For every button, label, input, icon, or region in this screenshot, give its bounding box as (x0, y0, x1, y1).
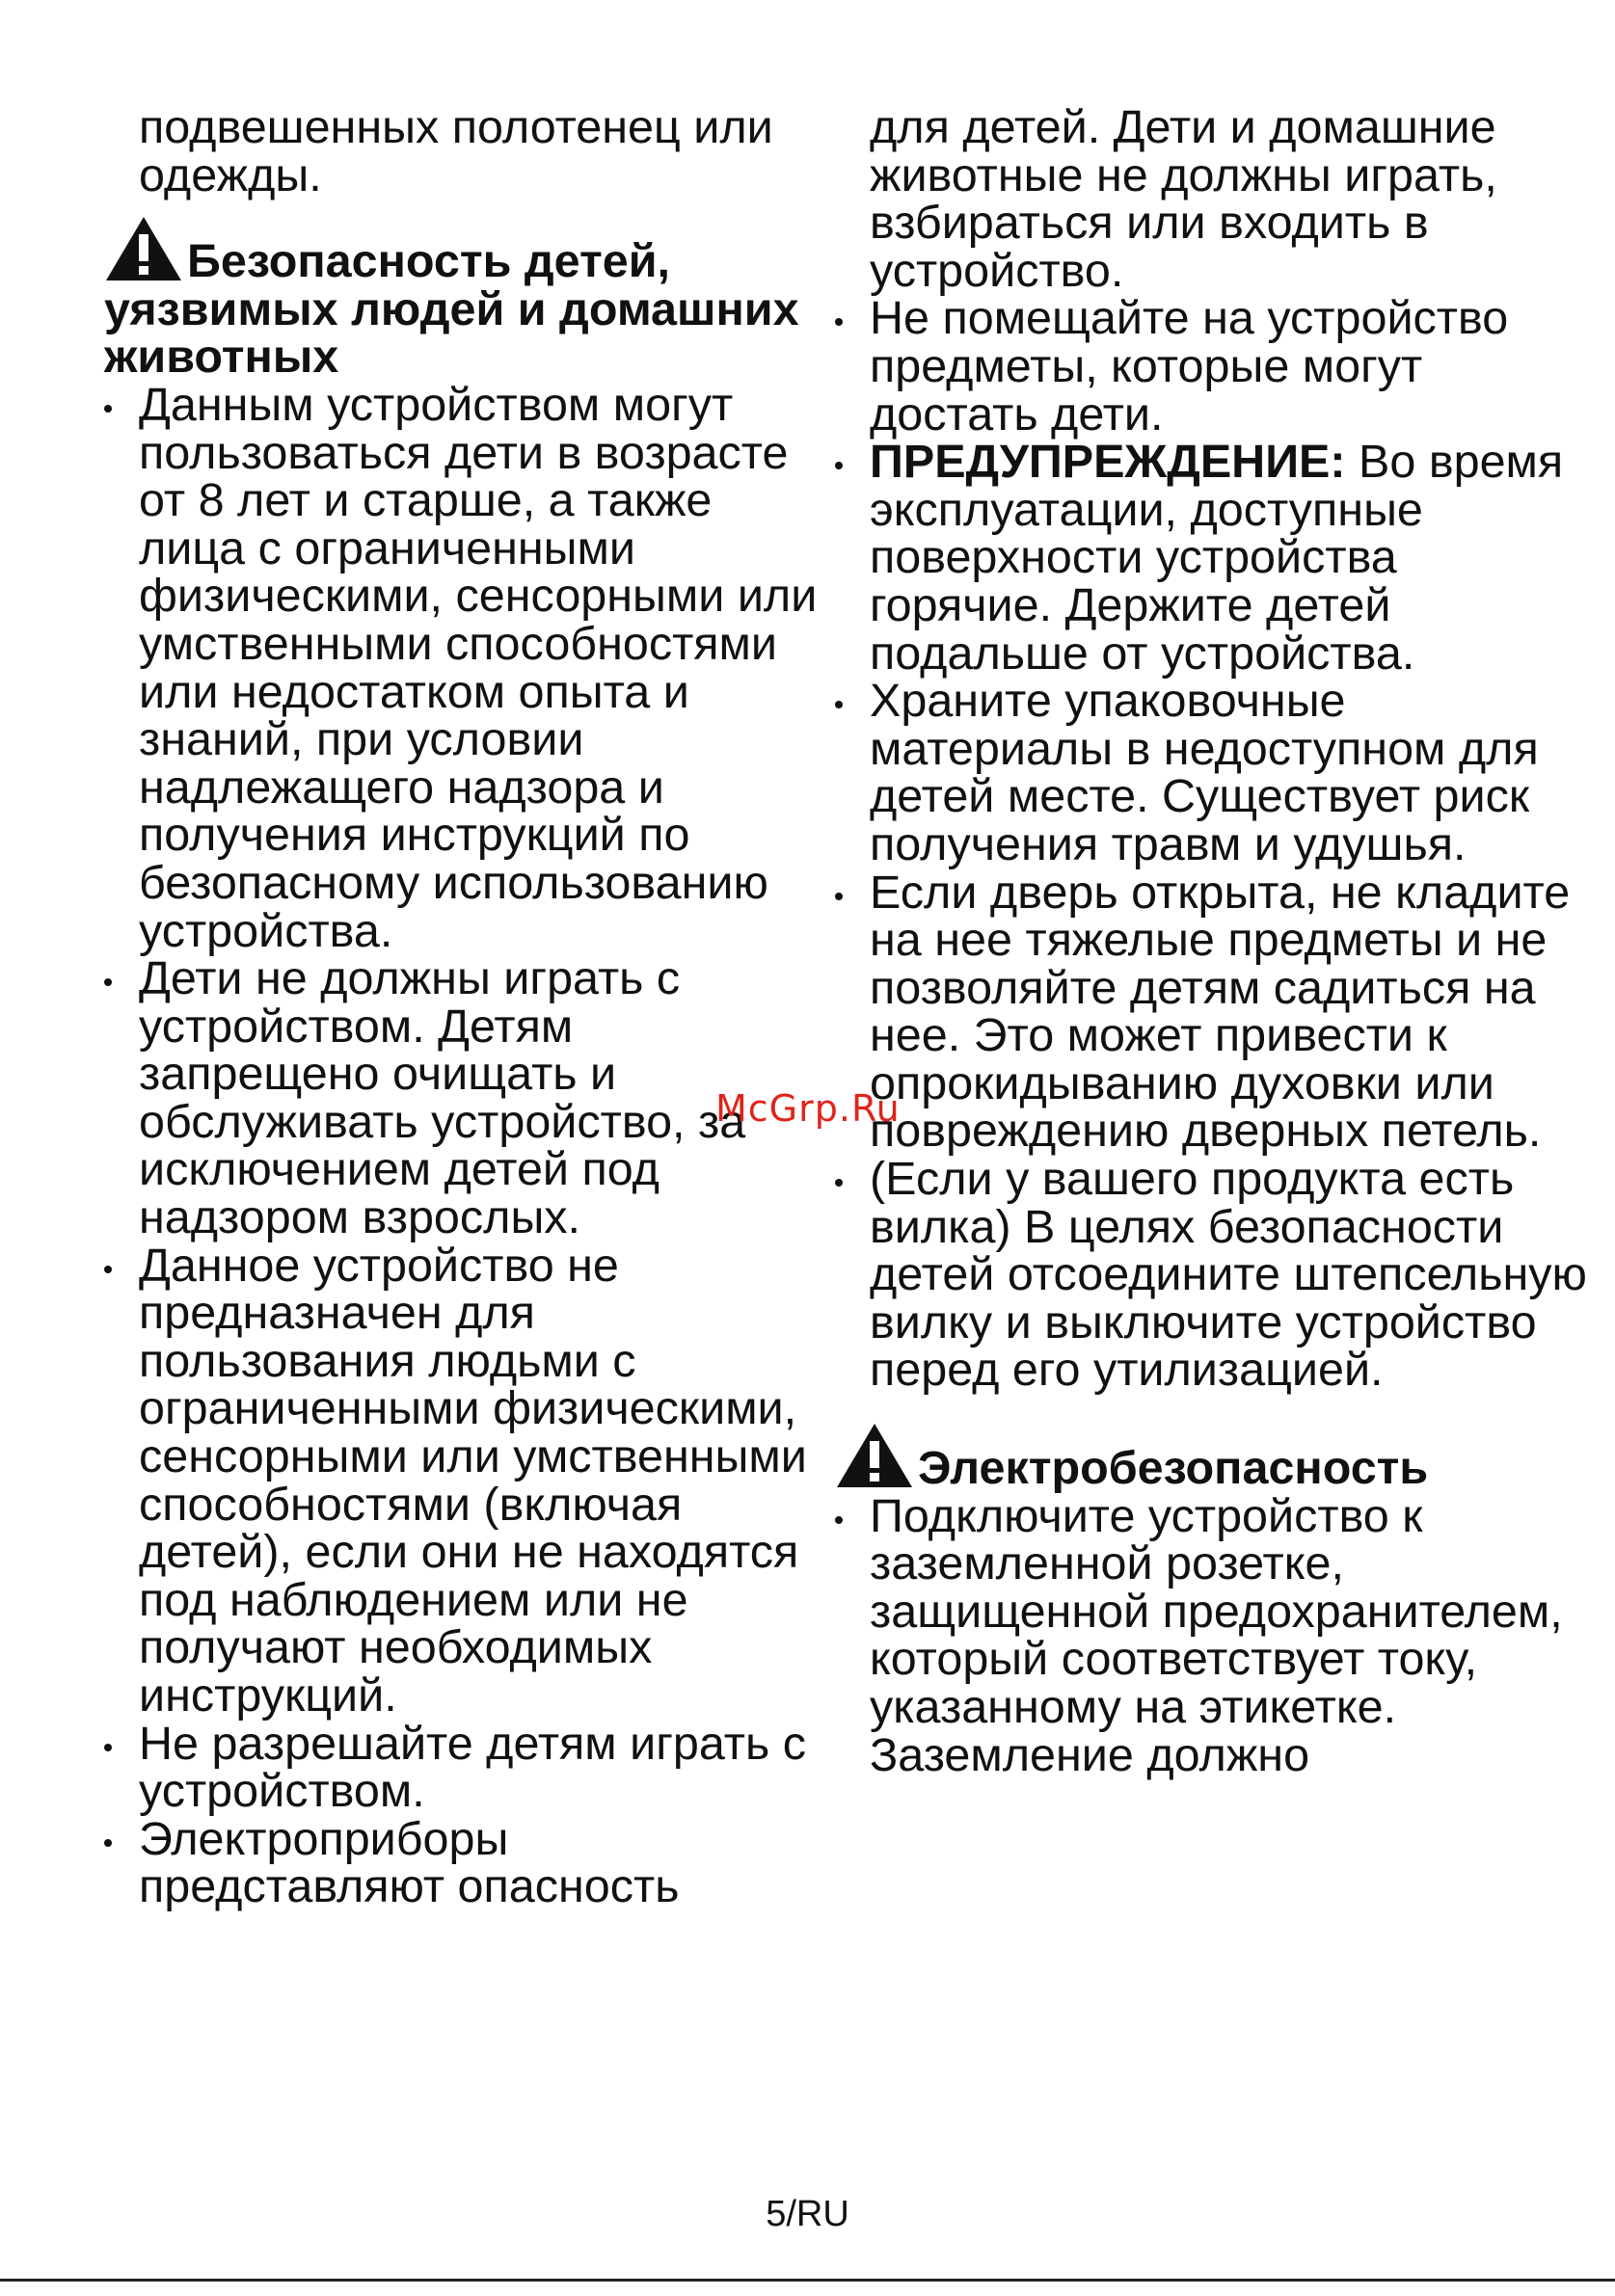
warning-icon (835, 1422, 914, 1489)
page-number: 5/RU (766, 2194, 849, 2234)
list-item (835, 292, 1587, 441)
list-item-text: Не помещайте на устройство предметы, которые могут достать дети. (870, 292, 1509, 441)
right-column (835, 101, 1587, 1781)
bottom-divider (0, 2279, 1615, 2282)
list-item (835, 1153, 1587, 1397)
list-item: Данным устройством могут пользоваться дети в возрасте от 8 лет и старше, а также лица с ограниченными физическими, сенсорными или умственными способностями или недостатком опыта и знаний, при условии надлежащего надзора и получения инструкций по безопасному использованию устройства. (104, 382, 818, 955)
heading-text: Электробезопасность (918, 1442, 1429, 1495)
warning-icon (104, 215, 183, 282)
right-continuation: для детей. Дети и домашние животные не должны играть, взбираться или входить в устройство. (870, 101, 1497, 297)
list-item-text: Храните упаковочные материалы в недоступном для детей месте. Существует риск получения травм и удушья. (870, 675, 1539, 870)
list-item-text: Если дверь открыта, не кладите на нее тяжелые предметы и не позволяйте детям садиться на нее. Это может привести к опрокидыванию духовки или повреждению дверных петель. (870, 866, 1571, 1158)
watermark: McGrp.Ru (715, 1087, 901, 1130)
section-heading-electrical-safety (835, 1422, 1587, 1493)
list-item (835, 675, 1587, 870)
list-item: Подключите устройство к заземленной розетке, защищенной предохранителем, который соответствует току, указанному на этикетке. Заземление должно (835, 1493, 1587, 1780)
heading-text: Безопасность детей, уязвимых людей и домашних животных (104, 235, 799, 384)
section-heading-child-safety (104, 215, 818, 382)
list-item: Данное устройство не предназначен для пользования людьми с ограниченными физическими, сенсорными или умственными способностями (включая детей), если они не находятся под наблюдением или не получают необходимых инструкций. (104, 1242, 818, 1721)
left-column (104, 101, 818, 1913)
list-item: Не разрешайте детям играть с устройством. (104, 1721, 818, 1816)
list-item (835, 866, 1587, 1158)
list-item-lead: ПРЕДУПРЕЖДЕНИЕ: (870, 436, 1346, 489)
list-item-text: (Если у вашего продукта есть вилка) В целях безопасности детей отсоедините штепсельную вилку и выключите устройство перед его утилизацией. (870, 1153, 1587, 1397)
intro-continuation: подвешенных полотенец или одежды. (139, 101, 773, 201)
list-item: Электроприборы представляют опасность (104, 1816, 818, 1911)
list-item: Дети не должны играть с устройством. Детям запрещено очищать и обслуживать устройство, за исключением детей под надзором взрослых. (104, 955, 818, 1242)
list-item-text: Во время эксплуатации, доступные поверхности устройства горячие. Держите детей подальше от устройства. (870, 436, 1564, 680)
list-item-warning (835, 436, 1587, 680)
